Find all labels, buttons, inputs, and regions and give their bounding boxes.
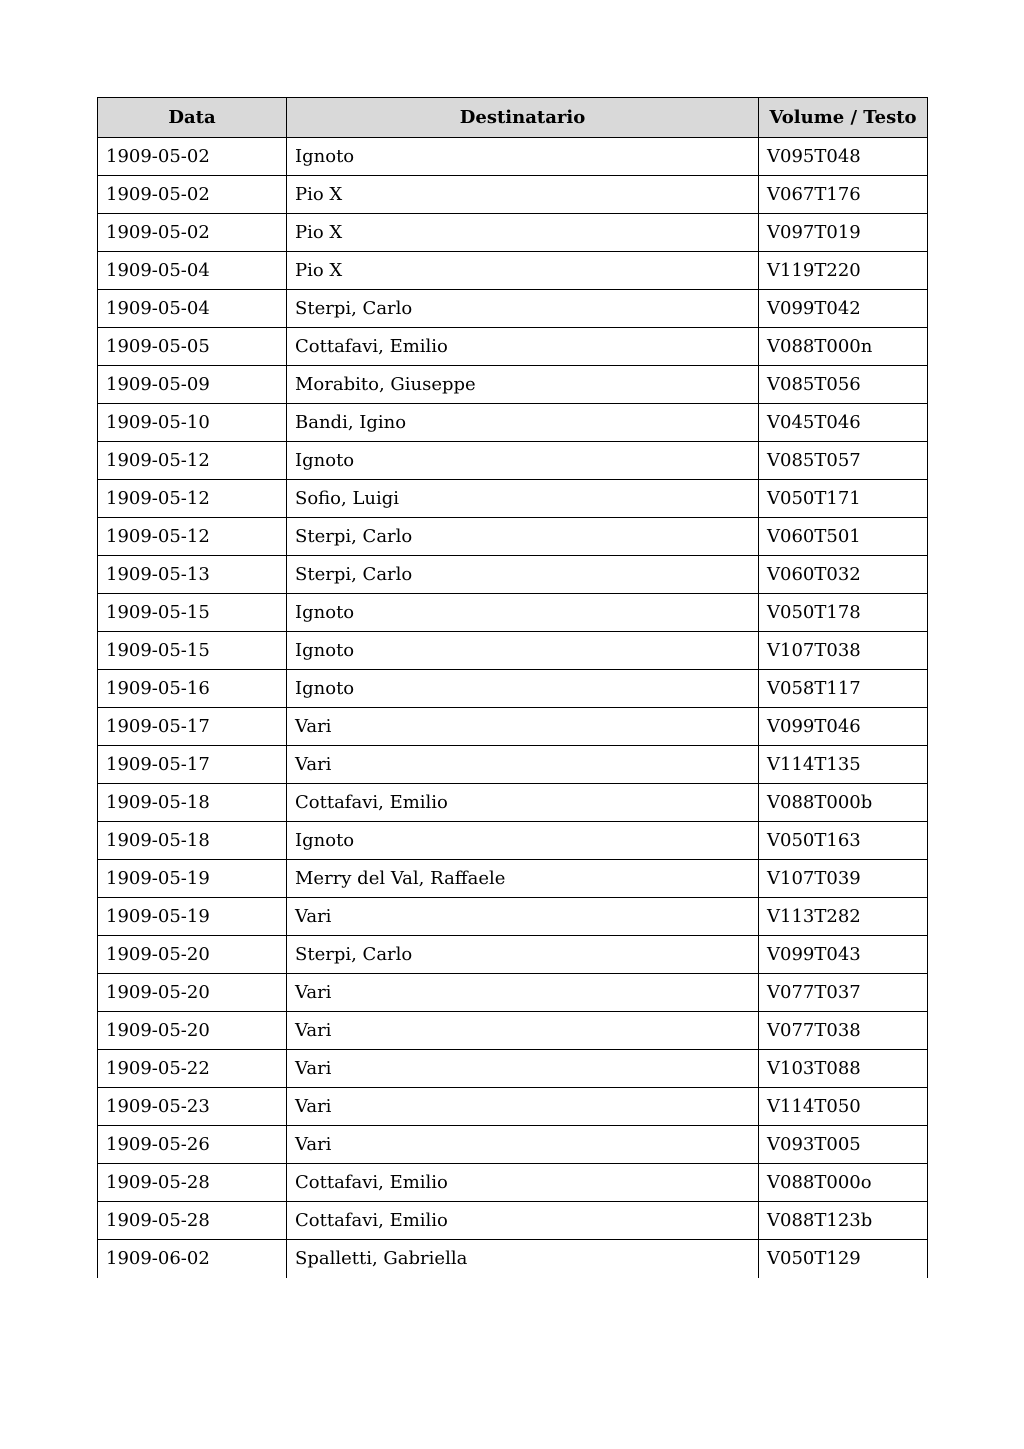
header-date: Data [98, 98, 287, 138]
cell-volume-text: V088T000b [759, 784, 928, 822]
cell-volume-text: V077T038 [759, 1012, 928, 1050]
table-row [98, 632, 928, 670]
cell-volume-text: V099T042 [759, 290, 928, 328]
cell-volume-text: V085T057 [759, 442, 928, 480]
cell-recipient: Vari [287, 708, 759, 746]
cell-date: 1909-05-13 [98, 556, 287, 594]
cell-volume-text: V107T039 [759, 860, 928, 898]
table-row [98, 822, 928, 860]
cell-volume-text: V088T123b [759, 1202, 928, 1240]
cell-volume-text: V119T220 [759, 252, 928, 290]
cell-date: 1909-05-28 [98, 1164, 287, 1202]
cell-recipient: Ignoto [287, 138, 759, 176]
table-row [98, 898, 928, 936]
cell-volume-text: V095T048 [759, 138, 928, 176]
cell-recipient: Vari [287, 1012, 759, 1050]
cell-recipient: Vari [287, 746, 759, 784]
cell-volume-text: V067T176 [759, 176, 928, 214]
table-body [98, 138, 928, 1278]
cell-recipient: Pio X [287, 176, 759, 214]
table-row [98, 480, 928, 518]
cell-recipient: Vari [287, 1126, 759, 1164]
cell-date: 1909-05-19 [98, 898, 287, 936]
cell-date: 1909-05-20 [98, 1012, 287, 1050]
cell-volume-text: V103T088 [759, 1050, 928, 1088]
cell-recipient: Vari [287, 898, 759, 936]
cell-volume-text: V050T171 [759, 480, 928, 518]
table-row [98, 1240, 928, 1278]
cell-date: 1909-05-09 [98, 366, 287, 404]
cell-volume-text: V088T000n [759, 328, 928, 366]
cell-date: 1909-05-26 [98, 1126, 287, 1164]
cell-date: 1909-05-12 [98, 480, 287, 518]
cell-date: 1909-05-20 [98, 936, 287, 974]
table-row [98, 252, 928, 290]
cell-recipient: Ignoto [287, 632, 759, 670]
cell-date: 1909-05-05 [98, 328, 287, 366]
table-row [98, 746, 928, 784]
table-row [98, 366, 928, 404]
table-row [98, 1202, 928, 1240]
cell-volume-text: V107T038 [759, 632, 928, 670]
cell-date: 1909-05-02 [98, 138, 287, 176]
cell-recipient: Cottafavi, Emilio [287, 328, 759, 366]
cell-volume-text: V093T005 [759, 1126, 928, 1164]
cell-date: 1909-05-04 [98, 252, 287, 290]
table-row [98, 1050, 928, 1088]
cell-volume-text: V097T019 [759, 214, 928, 252]
cell-date: 1909-05-04 [98, 290, 287, 328]
cell-volume-text: V050T129 [759, 1240, 928, 1278]
cell-volume-text: V060T501 [759, 518, 928, 556]
cell-recipient: Ignoto [287, 594, 759, 632]
cell-date: 1909-05-18 [98, 784, 287, 822]
table-row [98, 860, 928, 898]
cell-recipient: Vari [287, 1088, 759, 1126]
cell-date: 1909-05-12 [98, 442, 287, 480]
cell-recipient: Cottafavi, Emilio [287, 1202, 759, 1240]
cell-recipient: Ignoto [287, 442, 759, 480]
cell-recipient: Sterpi, Carlo [287, 936, 759, 974]
cell-recipient: Sofio, Luigi [287, 480, 759, 518]
cell-date: 1909-06-02 [98, 1240, 287, 1278]
cell-recipient: Merry del Val, Raffaele [287, 860, 759, 898]
cell-volume-text: V099T043 [759, 936, 928, 974]
cell-recipient: Morabito, Giuseppe [287, 366, 759, 404]
cell-volume-text: V050T163 [759, 822, 928, 860]
cell-recipient: Cottafavi, Emilio [287, 784, 759, 822]
cell-date: 1909-05-22 [98, 1050, 287, 1088]
table-row [98, 176, 928, 214]
cell-recipient: Sterpi, Carlo [287, 556, 759, 594]
cell-volume-text: V114T135 [759, 746, 928, 784]
cell-recipient: Pio X [287, 252, 759, 290]
table-row [98, 214, 928, 252]
table-row [98, 974, 928, 1012]
table-row [98, 442, 928, 480]
cell-volume-text: V050T178 [759, 594, 928, 632]
table-row [98, 936, 928, 974]
cell-recipient: Bandi, Igino [287, 404, 759, 442]
header-volume-text: Volume / Testo [759, 98, 928, 138]
cell-date: 1909-05-02 [98, 214, 287, 252]
table-row [98, 670, 928, 708]
cell-volume-text: V113T282 [759, 898, 928, 936]
cell-recipient: Sterpi, Carlo [287, 518, 759, 556]
cell-recipient: Ignoto [287, 822, 759, 860]
cell-recipient: Vari [287, 974, 759, 1012]
cell-volume-text: V060T032 [759, 556, 928, 594]
cell-date: 1909-05-28 [98, 1202, 287, 1240]
cell-volume-text: V058T117 [759, 670, 928, 708]
cell-date: 1909-05-17 [98, 708, 287, 746]
cell-date: 1909-05-17 [98, 746, 287, 784]
cell-date: 1909-05-20 [98, 974, 287, 1012]
table-row [98, 708, 928, 746]
table-row [98, 518, 928, 556]
header-row [98, 98, 928, 138]
cell-recipient: Pio X [287, 214, 759, 252]
table-row [98, 328, 928, 366]
table-row [98, 1012, 928, 1050]
table-row [98, 556, 928, 594]
cell-volume-text: V088T000o [759, 1164, 928, 1202]
cell-volume-text: V045T046 [759, 404, 928, 442]
cell-recipient: Vari [287, 1050, 759, 1088]
header-recipient: Destinatario [287, 98, 759, 138]
cell-date: 1909-05-15 [98, 594, 287, 632]
table-row [98, 1126, 928, 1164]
cell-date: 1909-05-02 [98, 176, 287, 214]
cell-recipient: Spalletti, Gabriella [287, 1240, 759, 1278]
letters-table [97, 97, 928, 1278]
table-row [98, 784, 928, 822]
cell-volume-text: V114T050 [759, 1088, 928, 1126]
table-row [98, 1164, 928, 1202]
cell-date: 1909-05-18 [98, 822, 287, 860]
cell-volume-text: V085T056 [759, 366, 928, 404]
table-row [98, 290, 928, 328]
cell-date: 1909-05-15 [98, 632, 287, 670]
cell-recipient: Sterpi, Carlo [287, 290, 759, 328]
cell-date: 1909-05-12 [98, 518, 287, 556]
table-row [98, 138, 928, 176]
table-row [98, 1088, 928, 1126]
cell-date: 1909-05-16 [98, 670, 287, 708]
cell-volume-text: V077T037 [759, 974, 928, 1012]
table-row [98, 594, 928, 632]
cell-date: 1909-05-10 [98, 404, 287, 442]
cell-recipient: Ignoto [287, 670, 759, 708]
cell-volume-text: V099T046 [759, 708, 928, 746]
table-row [98, 404, 928, 442]
cell-date: 1909-05-23 [98, 1088, 287, 1126]
cell-recipient: Cottafavi, Emilio [287, 1164, 759, 1202]
cell-date: 1909-05-19 [98, 860, 287, 898]
